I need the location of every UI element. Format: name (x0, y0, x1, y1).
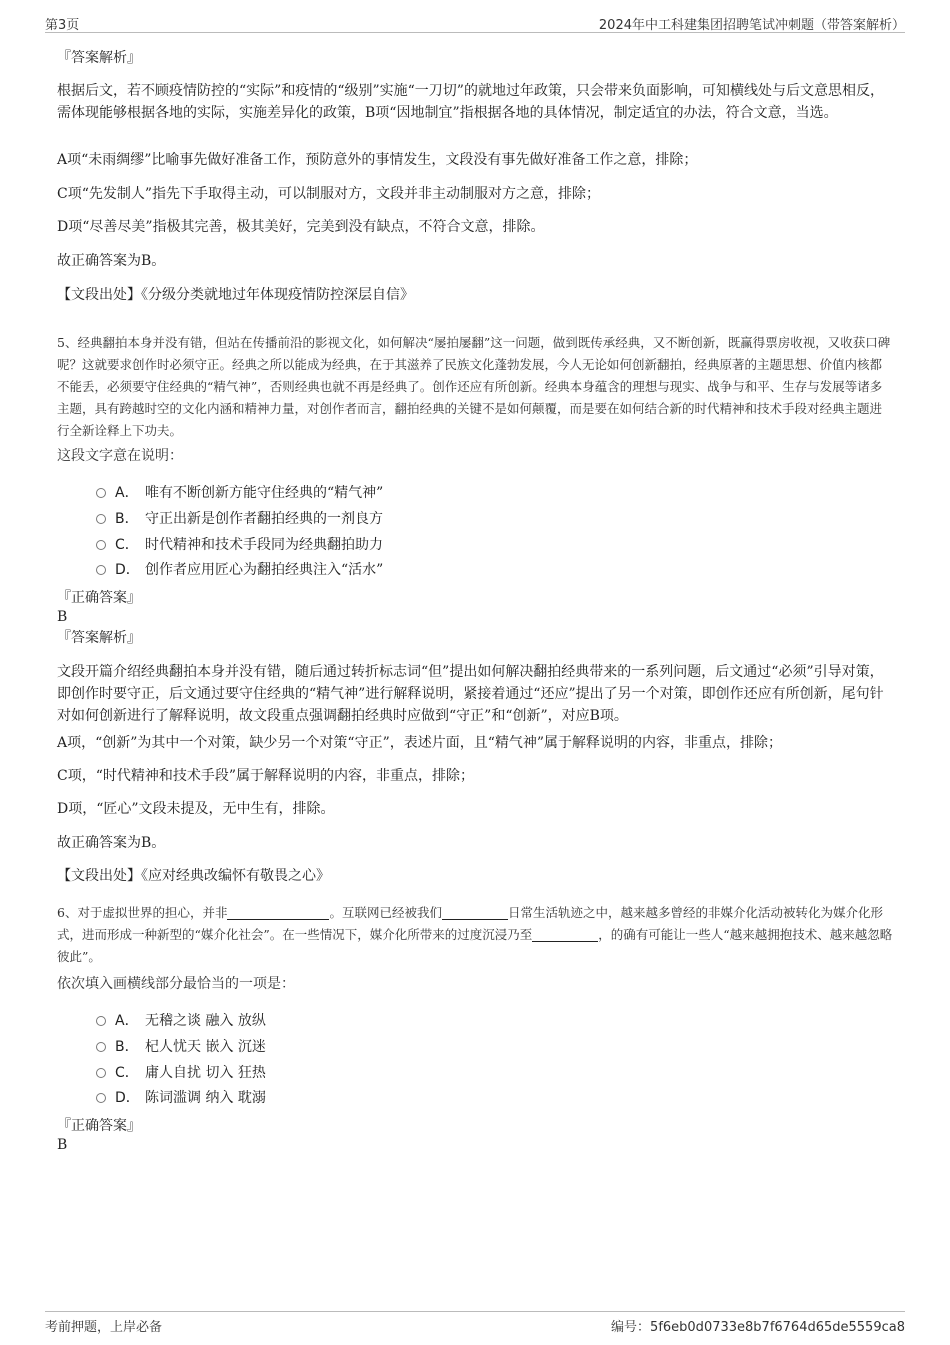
option-letter: A． (115, 485, 139, 501)
q6-option-a[interactable] (96, 1011, 266, 1031)
q6-option-c[interactable] (96, 1063, 266, 1083)
q6-blank-3 (532, 927, 598, 942)
q5-option-d[interactable] (96, 560, 383, 580)
q4-analysis-label: 『答案解析』 (57, 50, 141, 66)
q6-stem (57, 902, 893, 968)
radio-icon[interactable] (96, 514, 106, 524)
document-title: 2024年中工科建集团招聘笔试冲刺题（带答案解析） (598, 18, 905, 33)
q6-stem-part1: 6、对于虚拟世界的担心，并非 (57, 905, 228, 920)
document-code (611, 1316, 905, 1335)
option-text: 时代精神和技术手段同为经典翻拍助力 (145, 537, 383, 553)
q5-analysis-label: 『答案解析』 (57, 630, 141, 646)
option-text: 庸人自扰 切入 狂热 (145, 1065, 266, 1081)
page-header (45, 12, 905, 33)
option-letter: B． (115, 1039, 139, 1055)
q4-analysis-paragraph: 根据后文，若不顾疫情防控的“实际”和疫情的“级别”实施“一刀切”的就地过年政策，只会带来负面影响，可知横线处与后文意思相反，需体现能够根据各地的实际，实施差异化的政策，B项“因地制宜”指根据各地的具体情况，制定适宜的办法，符合文意，当选。 (57, 83, 884, 121)
q6-option-b[interactable] (96, 1037, 266, 1057)
option-letter: D． (115, 562, 140, 578)
q4-conclusion: 故正确答案为B。 (57, 253, 166, 269)
footer-slogan: 考前押题，上岸必备 (45, 1320, 163, 1335)
q5-answer-label: 『正确答案』 (57, 590, 141, 606)
q5-conclusion: 故正确答案为B。 (57, 835, 166, 851)
option-letter: C． (115, 1065, 139, 1081)
radio-icon[interactable] (96, 1068, 106, 1078)
option-text: 陈词滥调 纳入 耽溺 (145, 1090, 266, 1106)
q6-stem-part4: ，的确有可能让一些人“越来越拥抱技术、越来越忽略彼此”。 (57, 927, 893, 964)
q6-prompt: 依次填入画横线部分最恰当的一项是： (57, 976, 295, 992)
option-letter: D． (115, 1090, 140, 1106)
q5-stem: 5、经典翻拍本身并没有错，但站在传播前沿的影视文化，如何解决“屡拍屡翻”这一问题，做到既传承经典，又不断创新，既赢得票房收视，又收获口碑呢？这就要求创作时必须守正。经典之所以能成为经典，在于其滋养了民族文化蓬勃发展，今人无论如何创新翻拍，经典原著的主题思想、价值内核都不能丢，必须要守住经典的“精气神”，否则经典也就不再是经典了。创作还应有所创新。经典本身蕴含的理想与现实、战争与和平、生存与发展等诸多主题，具有跨越时空的文化内涵和精神力量，对创作者而言，翻拍经典的关键不是如何颠覆，而是要在如何结合新的时代精神和技术手段对经典主题进行全新诠释上下功夫。 (57, 335, 891, 438)
page-number: 第3页 (45, 18, 80, 33)
q5-option-b[interactable] (96, 509, 383, 529)
q6-stem-part3: 日常生活轨迹之中，越来越多曾经的非媒介化活动被转化为媒介化形式，进而形成一种新型的“媒介化社会”。在一些情况下，媒介化所带来的过度沉浸乃至 (57, 905, 883, 942)
radio-icon[interactable] (96, 488, 106, 498)
option-letter: A． (115, 1013, 139, 1029)
q6-blank-2 (442, 905, 508, 920)
radio-icon[interactable] (96, 540, 106, 550)
page-footer (45, 1311, 905, 1334)
q5-prompt: 这段文字意在说明： (57, 448, 183, 464)
option-letter: C． (115, 537, 139, 553)
option-text: 创作者应用匠心为翻拍经典注入“活水” (145, 562, 384, 578)
option-text: 唯有不断创新方能守住经典的“精气神” (145, 485, 384, 501)
q5-option-d-note: D项，“匠心”文段未提及，无中生有，排除。 (57, 801, 335, 817)
option-text: 杞人忧天 嵌入 沉迷 (145, 1039, 266, 1055)
q5-answer: B (57, 609, 68, 625)
q6-option-d[interactable] (96, 1088, 266, 1108)
radio-icon[interactable] (96, 1042, 106, 1052)
q5-option-c-note: C项，“时代精神和技术手段”属于解释说明的内容，非重点，排除； (57, 768, 475, 784)
radio-icon[interactable] (96, 1016, 106, 1026)
code-value: 5f6eb0d0733e8b7f6764d65de5559ca8 (650, 1320, 905, 1335)
q5-option-a-note: A项，“创新”为其中一个对策，缺少另一个对策“守正”，表述片面，且“精气神”属于解释说明的内容，非重点，排除； (57, 735, 783, 751)
option-letter: B． (115, 511, 139, 527)
q4-source: 【文段出处】《分级分类就地过年体现疫情防控深层自信》 (57, 287, 414, 303)
radio-icon[interactable] (96, 1093, 106, 1103)
q4-option-c-note: C项“先发制人”指先下手取得主动，可以制服对方，文段并非主动制服对方之意，排除； (57, 186, 601, 202)
q6-answer-label: 『正确答案』 (57, 1118, 141, 1134)
q6-stem-part2: 。互联网已经被我们 (329, 905, 442, 920)
q5-analysis-paragraph: 文段开篇介绍经典翻拍本身并没有错，随后通过转折标志词“但”提出如何解决翻拍经典带来的一系列问题，后文通过“必须”引导对策，即创作时要守正，后文通过要守住经典的“精气神”进行解释说明，紧接着通过“还应”提出了另一个对策，即创作还应有所创新，尾句针对如何创新进行了解释说明，故文段重点强调翻拍经典时应做到“守正”和“创新”，对应B项。 (57, 664, 884, 724)
code-label: 编号： (611, 1320, 651, 1335)
q4-option-d-note: D项“尽善尽美”指极其完善，极其美好，完美到没有缺点，不符合文意，排除。 (57, 219, 545, 235)
q5-source: 【文段出处】《应对经典改编怀有敬畏之心》 (57, 868, 330, 884)
option-text: 无稽之谈 融入 放纵 (145, 1013, 266, 1029)
q6-blank-1 (227, 905, 329, 920)
q6-answer: B (57, 1137, 68, 1153)
q5-option-c[interactable] (96, 535, 383, 555)
option-text: 守正出新是创作者翻拍经典的一剂良方 (145, 511, 383, 527)
radio-icon[interactable] (96, 565, 106, 575)
q5-option-a[interactable] (96, 483, 383, 503)
q4-option-a-note: A项“未雨绸缪”比喻事先做好准备工作，预防意外的事情发生，文段没有事先做好准备工作之意，排除； (57, 152, 698, 168)
